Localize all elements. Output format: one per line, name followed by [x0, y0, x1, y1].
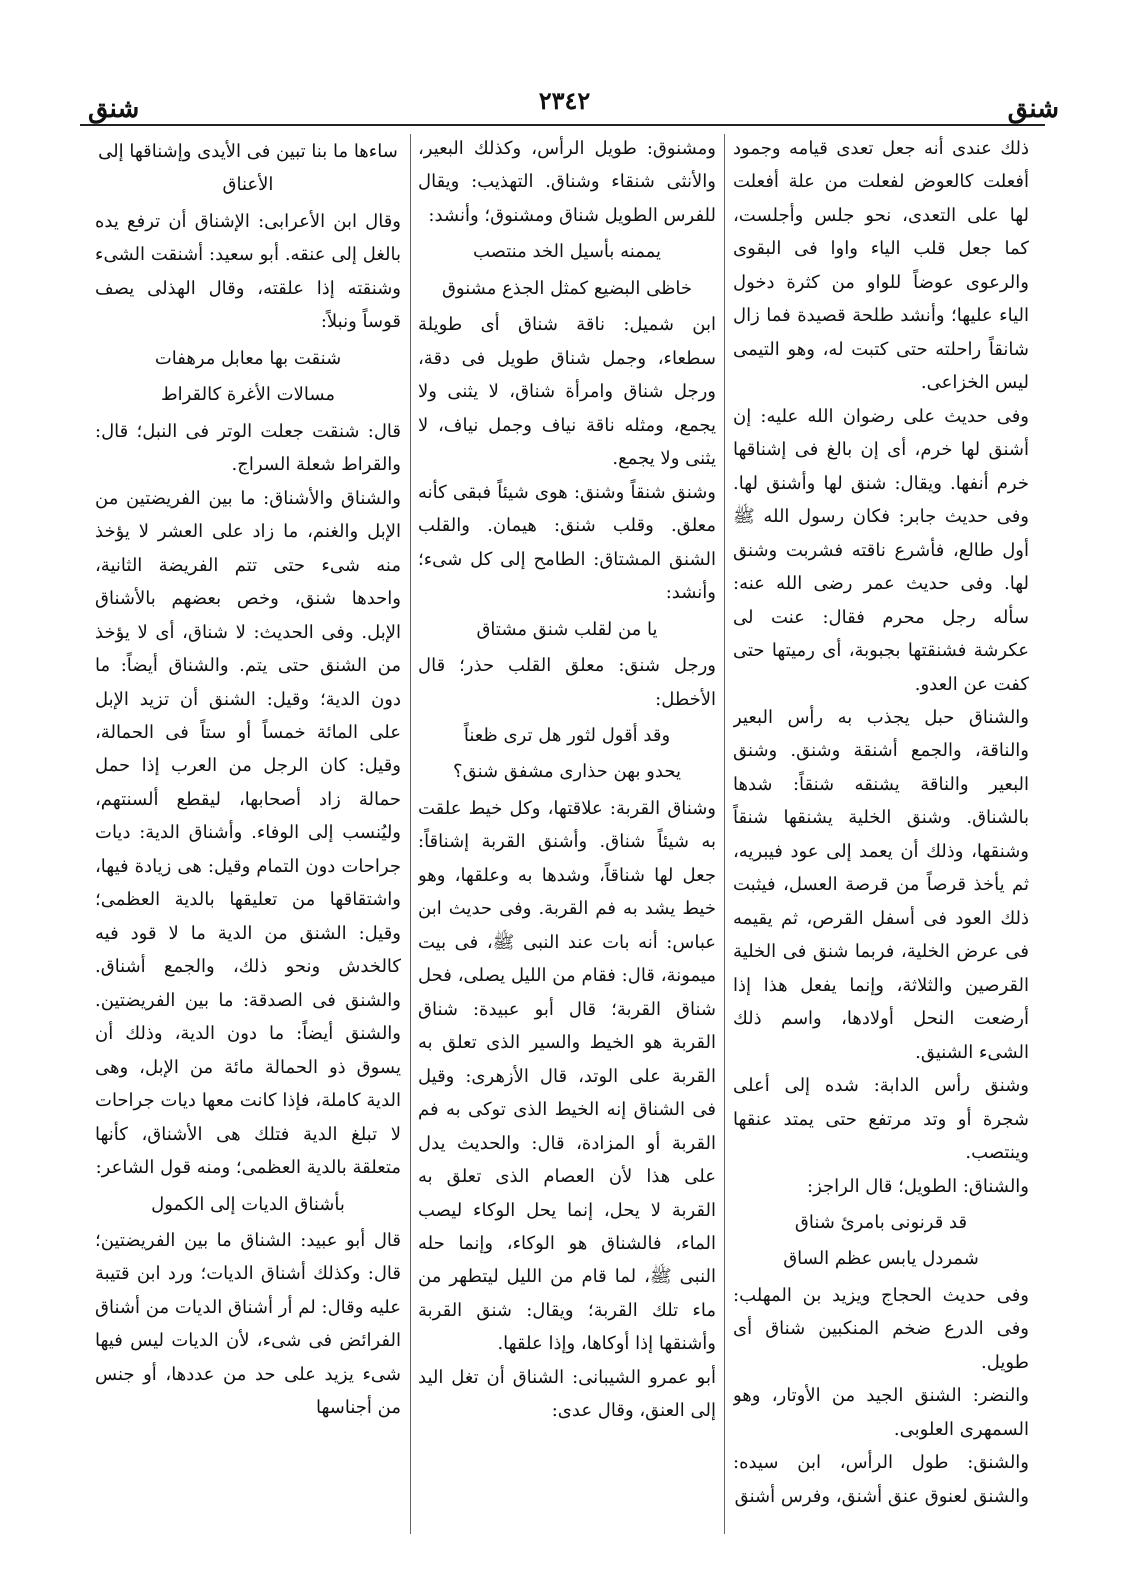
verse-line: مسالات الأغرة كالقراط [160, 384, 336, 406]
verse-line: يممنه بأسيل الخد منتصب [472, 241, 662, 263]
paragraph: أبو عمرو الشيبانى: الشناق أن تغل اليد إلى العنق، وقال عدى: [418, 1366, 716, 1422]
column-divider [724, 134, 725, 1534]
paragraph: وفى حديث على رضوان الله عليه: إن أشنق لها خرم، أى إن بالغ فى إشناقها خرم أنفها. ويقال: شنق لها وأشنق لها. وفى حديث جابر: فكان رسول الله ﷺ أول طالع، فأشرع ناقته فشربت وشنق لها. وفى حديث عمر رضى الله عنه: سأله رجل محرم فقال: عنت لى عكرشة فشنقتها بجبوبة، أى رميتها حتى كفت عن العدو. [733, 405, 1029, 695]
paragraph: قال: شنقت جعلت الوتر فى النبل؛ قال: والقراط شعلة السراج. [95, 420, 401, 476]
page-number: ٢٣٤٢ [538, 86, 591, 115]
verse-line: خاظى البضيع كمثل الجذع مشنوق [441, 277, 693, 299]
paragraph: ذلك عندى أنه جعل تعدى قيامه وجمود أفعلت كالعوض لفعلت من علة أفعلت لها على التعدى، نحو جلس وأجلست، كما جعل قلب الياء واوا فى البقوى والرعوى عوضاً للواو من كثرة دخول الياء عليها؛ وأنشد طلحة قصيدة فما زال شانقاً راحلته حتى كتبت له، وهو التيمى ليس الخزاعى. [733, 138, 1029, 394]
paragraph: وقال ابن الأعرابى: الإشناق أن ترفع يده بالغل إلى عنقه. أبو سعيد: أشنقت الشىء وشنقته إذا علقته، وقال الهذلى يصف قوساً ونبلاً: [95, 210, 401, 333]
paragraph: ورجل شنق: معلق القلب حذر؛ قال الأخطل: [418, 655, 716, 710]
column-right [733, 132, 1029, 1542]
paragraph: وشنق شنقاً وشنق: هوى شيئاً فبقى كأنه معلق. وقلب شنق: هيمان. والقلب الشنق المشتاق: الطامح إلى كل شىء؛ وأنشد: [418, 481, 716, 604]
column-left [95, 132, 401, 1542]
paragraph: وفى حديث الحجاج ويزيد بن المهلب: وفى الدرع ضخم المنكبين شناق أى طويل. [733, 1284, 1029, 1373]
verse-line: شنقت بها معابل مرهفات [154, 347, 342, 369]
verse-line: بأشناق الديات إلى الكمول [151, 1193, 345, 1215]
verse-line: وقد أقول لثور هل ترى ظعناً [463, 724, 671, 746]
header-rule [80, 124, 1045, 126]
paragraph: ومشنوق: طويل الرأس، وكذلك البعير، والأنثى شنقاء وشناق. التهذيب: ويقال للفرس الطويل شناق ومشنوق؛ وأنشد: [418, 138, 716, 226]
paragraph: وشناق القربة: علاقتها، وكل خيط علقت به شيئاً شناق. وأشنق القربة إشناقاً: جعل لها شناقاً، وشدها به وعلقها، وهو خيط يشد به فم القربة. وفى حديث ابن عباس: أنه بات عند النبى ﷺ، فى بيت ميمونة، قال: فقام من الليل يصلى، فحل شناق القربة؛ قال أبو عبيدة: شناق القربة هو الخيط والسير الذى تعلق به القربة على الوتد، قال الأزهرى: وقيل فى الشناق إنه الخيط الذى توكى به فم القربة أو المزادة، قال: والحديث يدل على هذا لأن العصام الذى تعلق به القربة لا يحل، إنما يحل الوكاء ليصب الماء، فالشناق هو الوكاء، وإنما حله النبى ﷺ، لما قام من الليل ليتطهر من ماء تلك القربة؛ ويقال: شنق القربة وأشنقها إذا أوكاها، وإذا علقها. [418, 797, 716, 1355]
paragraph: قال أبو عبيد: الشناق ما بين الفريضتين؛ قال: وكذلك أشناق الديات؛ ورد ابن قتيبة عليه وقال: لم أر أشناق الديات من أشناق الفرائض فى شىء، لأن الديات ليس فيها شىء يزيد على حد من عددها، أو جنس من أجناسها [95, 1230, 401, 1419]
verse-line: ساءها ما بنا تبين فى الأيدى وإشناقها إلى الأعناق [98, 141, 398, 196]
paragraph: والشناق: الطويل؛ قال الراجز: [807, 1175, 1029, 1197]
verse-line: يحدو بهن حذارى مشفق شنق؟ [453, 761, 681, 783]
paragraph: والنضر: الشنق الجيد من الأوتار، وهو السمهرى العلوبى. [733, 1385, 1029, 1440]
verse-line: قد قرنونى بامرئ شناق [794, 1212, 968, 1233]
running-headword-left: شنق [88, 94, 140, 124]
paragraph: والشنق: طول الرأس، ابن سيده: والشنق لعنوق عنق أشنق، وفرس أشنق [733, 1452, 1029, 1507]
paragraph: ابن شميل: ناقة شناق أى طويلة سطعاء، وجمل شناق طويل فى دقة، ورجل شناق وامرأة شناق، لا يثنى ولا يجمع، ومثله ناقة نياف وجمل نياف، لا يثنى ولا يجمع. [418, 314, 716, 470]
column-middle [418, 132, 716, 1542]
paragraph: والشناق حبل يجذب به رأس البعير والناقة، والجمع أشنقة وشنق. وشنق البعير والناقة يشنقه شنقاً: شدها بالشناق. وشنق الخلية يشنقها شنقاً وشنقها، وذلك أن يعمد إلى عود فيبريه، ثم يأخذ قرصاً من قرصة العسل، فيثبت ذلك العود فى أسفل القرص، ثم يقيمه فى عرض الخلية، فربما شنق فى الخلية القرصين والثلاثة، وإنما يفعل هذا إذا أرضعت النحل أولادها، واسم ذلك الشىء الشنيق. [733, 706, 1029, 1063]
paragraph: وشنق رأس الدابة: شده إلى أعلى شجرة أو وتد مرتفع حتى يمتد عنقها وينتصب. [733, 1075, 1029, 1164]
paragraph: والشناق والأشناق: ما بين الفريضتين من الإبل والغنم، ما زاد على العشر لا يؤخذ منه شىء حتى تتم الفريضة الثانية، واحدها شنق، وخص بعضهم بالأشناق الإبل. وفى الحديث: لا شناق، أى لا يؤخذ من الشنق حتى يتم. والشناق أيضاً: ما دون الدية؛ وقيل: الشنق أن تزيد الإبل على المائة خمساً أو ستاً فى الحمالة، وقيل: كان الرجل من العرب إذا حمل حمالة زاد أصحابها، ليقطع ألسنتهم، وليُنسب إلى الوفاء. وأشناق الدية: ديات جراحات دون التمام وقيل: هى زيادة فيها، واشتقاقها من تعليقها بالدية العظمى؛ وقيل: الشنق من الدية ما لا قود فيه كالخدش ونحو ذلك، والجمع أشناق. والشنق فى الصدقة: ما بين الفريضتين. والشنق أيضاً: ما دون الدية، وذلك أن يسوق ذو الحمالة مائة من الإبل، وهى الدية كاملة، فإذا كانت معها ديات جراحات لا تبلغ الدية فتلك هى الأشناق، كأنها متعلقة بالدية العظمى؛ ومنه قول الشاعر: [95, 487, 401, 1179]
running-headword-right: شنق [1007, 94, 1059, 124]
verse-line: شمردل يابس عظم الساق [783, 1248, 979, 1270]
verse-line: يا من لقلب شنق مشتاق [476, 618, 658, 640]
column-divider [410, 134, 411, 1534]
